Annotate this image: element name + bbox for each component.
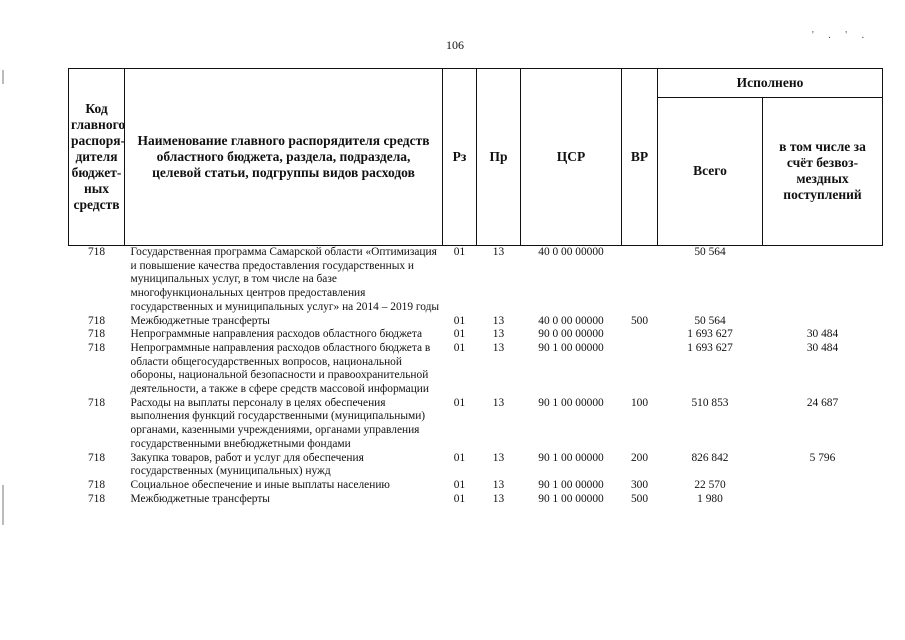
cell-csr: 40 0 00 00000: [538, 314, 604, 327]
cell-pr: 13: [492, 451, 505, 464]
header-code: Код главного распоря-дителя бюджет-ных средств: [69, 69, 125, 246]
cell-code: 718: [87, 328, 106, 341]
cell-code: 718: [87, 451, 106, 464]
cell-vr: [622, 328, 658, 342]
cell-vr: 500: [630, 492, 649, 505]
cell-csr: 90 1 00 00000: [538, 341, 604, 354]
cell-pr: 13: [492, 396, 505, 409]
cell-rz: 01: [453, 478, 466, 491]
cell-including: [763, 246, 883, 315]
cell-name: Социальное обеспечение и иные выплаты населению: [130, 478, 390, 491]
cell-vr: 500: [630, 314, 649, 327]
cell-code: 718: [87, 341, 106, 354]
cell-name: Государственная программа Самарской области «Оптимизация и повышение качества предоставления государственных и муниципальных услуг, в том числе на базе многофункциональных центров предоставления государственных и муниципальных услуг» на 2014 – 2019 годы: [130, 246, 440, 313]
cell-name: Непрограммные направления расходов областного бюджета в области общегосударственных вопросов, национальной обороны, национальной безопасности и правоохранительной деятельности, а также в сфере средств массовой информации: [130, 341, 431, 396]
header-vr: ВР: [622, 69, 658, 246]
table-row: [69, 397, 883, 452]
cell-vr: [622, 246, 658, 315]
cell-including: 5 796: [809, 451, 836, 464]
cell-name: Непрограммные направления расходов областного бюджета: [130, 328, 423, 341]
budget-table: [68, 68, 883, 506]
scan-edge-mark: [2, 70, 4, 84]
cell-total: 510 853: [691, 396, 729, 409]
cell-code: 718: [87, 396, 106, 409]
cell-name: Закупка товаров, работ и услуг для обеспечения государственных (муниципальных) нужд: [130, 451, 364, 478]
header-rz: Рз: [443, 69, 477, 246]
cell-csr: 40 0 00 00000: [538, 246, 604, 258]
cell-including: [763, 493, 883, 507]
cell-csr: 90 1 00 00000: [538, 396, 604, 409]
cell-including: 24 687: [806, 396, 839, 409]
cell-vr: [622, 342, 658, 397]
table-row: [69, 493, 883, 507]
cell-code: 718: [87, 478, 106, 491]
cell-pr: 13: [492, 328, 505, 341]
scan-edge-mark: [2, 485, 4, 525]
cell-including: 30 484: [806, 328, 839, 341]
cell-including: [763, 479, 883, 493]
cell-rz: 01: [453, 246, 466, 258]
cell-total: 1 693 627: [687, 341, 733, 354]
cell-code: 718: [87, 492, 106, 505]
cell-csr: 90 1 00 00000: [538, 451, 604, 464]
cell-pr: 13: [492, 478, 505, 491]
header-csr: ЦСР: [521, 69, 622, 246]
cell-rz: 01: [453, 328, 466, 341]
table-row: [69, 246, 883, 315]
table-row: [69, 452, 883, 479]
cell-pr: 13: [492, 492, 505, 505]
table-row: [69, 315, 883, 329]
cell-vr: 200: [630, 451, 649, 464]
cell-total: 1 980: [697, 492, 723, 505]
cell-including: 30 484: [806, 341, 839, 354]
cell-code: 718: [87, 314, 106, 327]
cell-total: 826 842: [691, 451, 729, 464]
cell-rz: 01: [453, 396, 466, 409]
table-row: [69, 342, 883, 397]
cell-including: [763, 315, 883, 329]
cell-rz: 01: [453, 341, 466, 354]
page-number: 106: [446, 38, 464, 52]
cell-rz: 01: [453, 314, 466, 327]
cell-code: 718: [87, 246, 106, 258]
table-row: [69, 479, 883, 493]
cell-pr: 13: [492, 246, 505, 258]
cell-total: 22 570: [694, 478, 726, 491]
cell-csr: 90 1 00 00000: [538, 478, 604, 491]
header-total: Всего: [658, 97, 763, 245]
cell-vr: 100: [630, 396, 649, 409]
cell-rz: 01: [453, 492, 466, 505]
cell-total: 50 564: [694, 314, 726, 327]
cell-vr: 300: [630, 478, 649, 491]
cell-name: Межбюджетные трансферты: [130, 314, 270, 327]
header-including: в том числе за счёт безвоз-мездных поступлений: [763, 97, 883, 245]
cell-csr: 90 0 00 00000: [538, 328, 604, 341]
cell-total: 1 693 627: [687, 328, 733, 341]
header-executed: Исполнено: [658, 69, 883, 98]
cell-pr: 13: [492, 341, 505, 354]
cell-name: Межбюджетные трансферты: [130, 492, 270, 505]
cell-name: Расходы на выплаты персоналу в целях обеспечения выполнения функций государственными (муниципальными) органами, казенными учреждениями, органами управления государственными внебюджетными фондами: [130, 396, 426, 450]
cell-total: 50 564: [694, 246, 726, 258]
scan-specks: ' . ' .: [812, 30, 871, 41]
header-name: Наименование главного распорядителя средств областного бюджета, раздела, подраздела, целевой статьи, подгруппы видов расходов: [125, 69, 443, 246]
table-row: [69, 328, 883, 342]
cell-rz: 01: [453, 451, 466, 464]
cell-csr: 90 1 00 00000: [538, 492, 604, 505]
cell-pr: 13: [492, 314, 505, 327]
header-pr: Пр: [477, 69, 521, 246]
